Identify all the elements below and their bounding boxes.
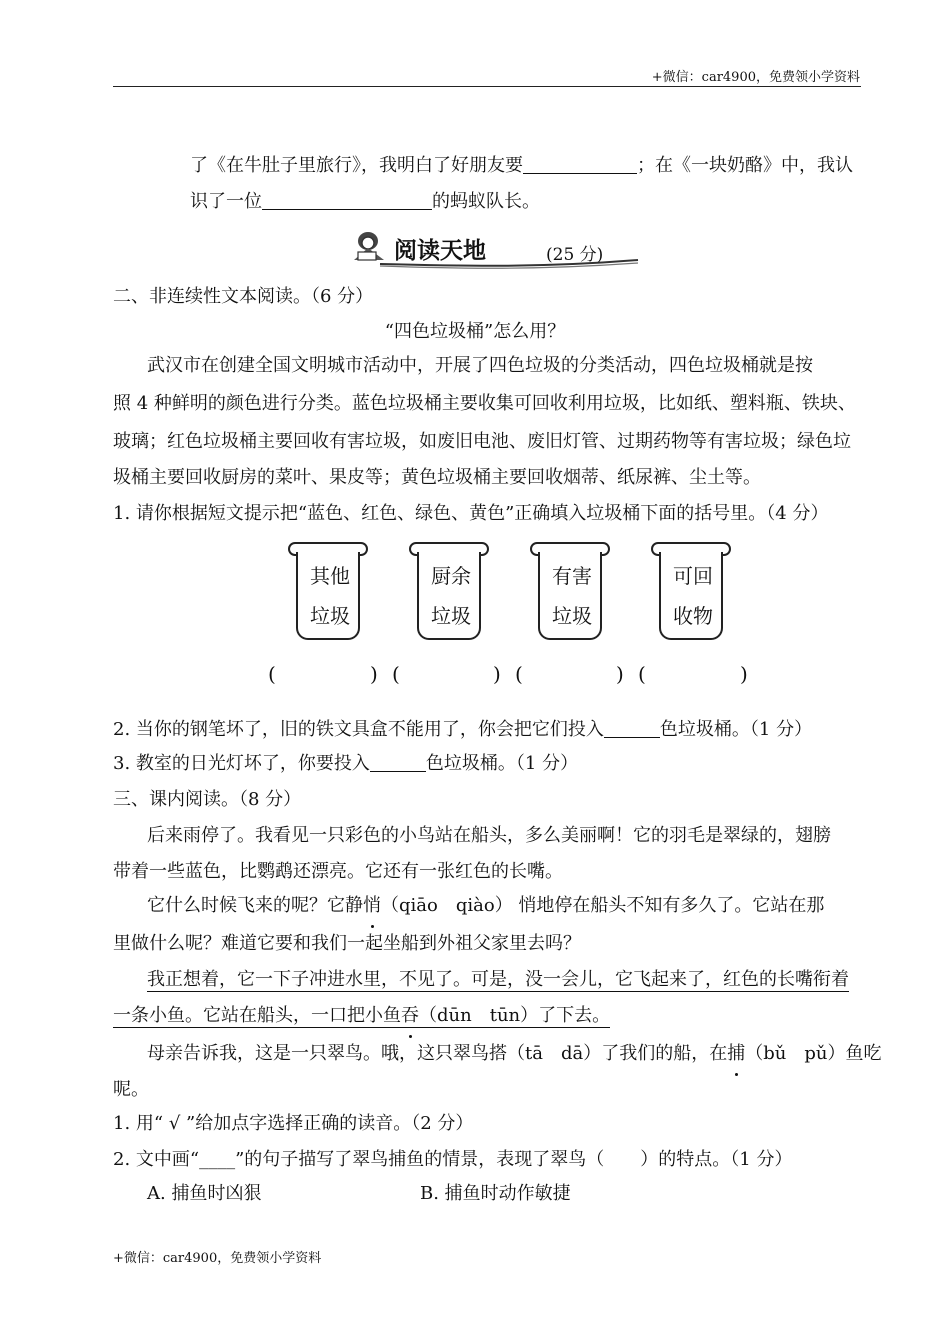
question-1: 1. 用“ √ ”给加点字选择正确的读音。（2 分） (113, 1113, 474, 1134)
answer-paren-open[interactable]: ( (638, 662, 646, 686)
question-text: ”的句子描写了翠鸟捕鱼的情景，表现了翠鸟（ ）的特点。（1 分） (235, 1149, 793, 1170)
passage-text: （dūn tūn）了下去。 (419, 1005, 611, 1026)
bin-body (659, 552, 723, 640)
section-2-heading: 二、非连续性文本阅读。（6 分） (113, 286, 374, 307)
answer-paren-open[interactable]: ( (392, 662, 400, 686)
answer-blank[interactable] (523, 155, 637, 174)
section-3-heading: 三、课内阅读。（8 分） (113, 789, 302, 810)
dotted-char: 悄 (363, 888, 381, 924)
header-rule (113, 86, 861, 87)
passage-line (147, 888, 824, 924)
underlined-sentence: 我正想着，它一下子冲进水里，不见了。可是，没一会儿，它飞起来了，红色的长嘴衔着 (147, 969, 849, 990)
question-2 (113, 1142, 792, 1178)
underline-sample: ____ (199, 1149, 236, 1170)
passage-line: 后来雨停了。我看见一只彩色的小鸟站在船头，多么美丽啊！它的羽毛是翠绿的，翅膀 (147, 825, 831, 846)
bin-label-line1: 厨余 (431, 564, 471, 588)
passage-line-underlined (113, 998, 610, 1034)
answer-blank[interactable] (604, 719, 660, 738)
bin-label-line1: 其他 (310, 564, 350, 588)
answer-paren-close[interactable]: ) (493, 662, 501, 686)
passage-line: 玻璃；红色垃圾桶主要回收有害垃圾，如废旧电池、废旧灯管、过期药物等有害垃圾；绿色垃 (113, 431, 851, 452)
question-text: 3. 教室的日光灯坏了，你要投入 (113, 753, 370, 774)
question-text: 色垃圾桶。（1 分） (659, 719, 813, 740)
section-banner (340, 226, 640, 270)
fill-in-text: 的蚂蚁队长。 (432, 191, 540, 212)
banner-score: (25 分) (546, 245, 604, 265)
bin-body (538, 552, 602, 640)
fill-in-text: 了《在牛肚子里旅行》，我明白了好朋友要 (190, 155, 523, 176)
answer-blank[interactable] (370, 753, 426, 772)
dotted-char: 捕 (727, 1036, 745, 1072)
fill-in-line-1 (190, 148, 853, 184)
bin-label-line2: 垃圾 (552, 604, 592, 628)
question-text: 2. 文中画“ (113, 1149, 200, 1170)
bin-label-line1: 可回 (673, 564, 713, 588)
fill-in-line-2 (190, 184, 540, 220)
passage-line: 呢。 (113, 1079, 149, 1100)
bin-label-line1: 有害 (552, 564, 592, 588)
passage-line: 圾桶主要回收厨房的菜叶、果皮等；黄色垃圾桶主要回收烟蒂、纸尿裤、尘土等。 (113, 467, 761, 488)
answer-paren-open[interactable]: ( (515, 662, 523, 686)
question-1: 1. 请你根据短文提示把“蓝色、红色、绿色、黄色”正确填入垃圾桶下面的括号里。（4 分） (113, 503, 829, 524)
answer-blank[interactable] (262, 191, 432, 210)
answer-paren-close[interactable]: ) (616, 662, 624, 686)
passage-line: 带着一些蓝色，比鹦鹉还漂亮。它还有一张红色的长嘴。 (113, 861, 563, 882)
question-text: 2. 当你的钢笔坏了，旧的铁文具盒不能用了，你会把它们投入 (113, 719, 604, 740)
banner-title: 阅读天地 (394, 238, 486, 264)
passage-text: 母亲告诉我，这是一只翠鸟。哦，这只翠鸟搭（tā dā）了我们的船，在 (147, 1043, 728, 1064)
passage-text: （bǔ pǔ）鱼吃 (745, 1043, 882, 1064)
passage-text: （qiāo qiào） 悄地停在船头不知有多久了。它站在那 (381, 895, 825, 916)
header-watermark: +微信：car4900，免费领小学资料 (651, 70, 860, 85)
dotted-char: 吞 (401, 998, 419, 1034)
passage-line-underlined (147, 962, 849, 998)
bin-body (296, 552, 360, 640)
passage-title: “四色垃圾桶”怎么用？ (384, 321, 566, 342)
question-2 (113, 712, 812, 748)
passage-line (147, 1036, 881, 1072)
answer-paren-close[interactable]: ) (370, 662, 378, 686)
option-a[interactable]: A. 捕鱼时凶狠 (147, 1183, 262, 1204)
passage-line: 武汉市在创建全国文明城市活动中，开展了四色垃圾的分类活动，四色垃圾桶就是按 (147, 355, 813, 376)
underlined-sentence (113, 1005, 610, 1028)
answer-paren-open[interactable]: ( (268, 662, 276, 686)
passage-text: 一条小鱼。它站在船头，一口把小鱼 (113, 1005, 401, 1026)
answer-paren-close[interactable]: ) (740, 662, 748, 686)
passage-line: 照 4 种鲜明的颜色进行分类。蓝色垃圾桶主要收集可回收利用垃圾，比如纸、塑料瓶、铁块、 (113, 393, 856, 414)
bin-label-line2: 收物 (673, 604, 713, 628)
passage-text: 它什么时候飞来的呢？它静 (147, 895, 363, 916)
bin-body (417, 552, 481, 640)
question-text: 色垃圾桶。（1 分） (425, 753, 579, 774)
footer-watermark: +微信：car4900，免费领小学资料 (113, 1251, 322, 1266)
fill-in-text: 识了一位 (190, 191, 262, 212)
question-3 (113, 746, 578, 782)
bin-label-line2: 垃圾 (431, 604, 471, 628)
passage-line: 里做什么呢？难道它要和我们一起坐船到外祖父家里去吗？ (113, 933, 581, 954)
bin-label-line2: 垃圾 (310, 604, 350, 628)
fill-in-text: ；在《一块奶酪》中，我认 (637, 155, 853, 176)
option-b[interactable]: B. 捕鱼时动作敏捷 (420, 1183, 571, 1204)
